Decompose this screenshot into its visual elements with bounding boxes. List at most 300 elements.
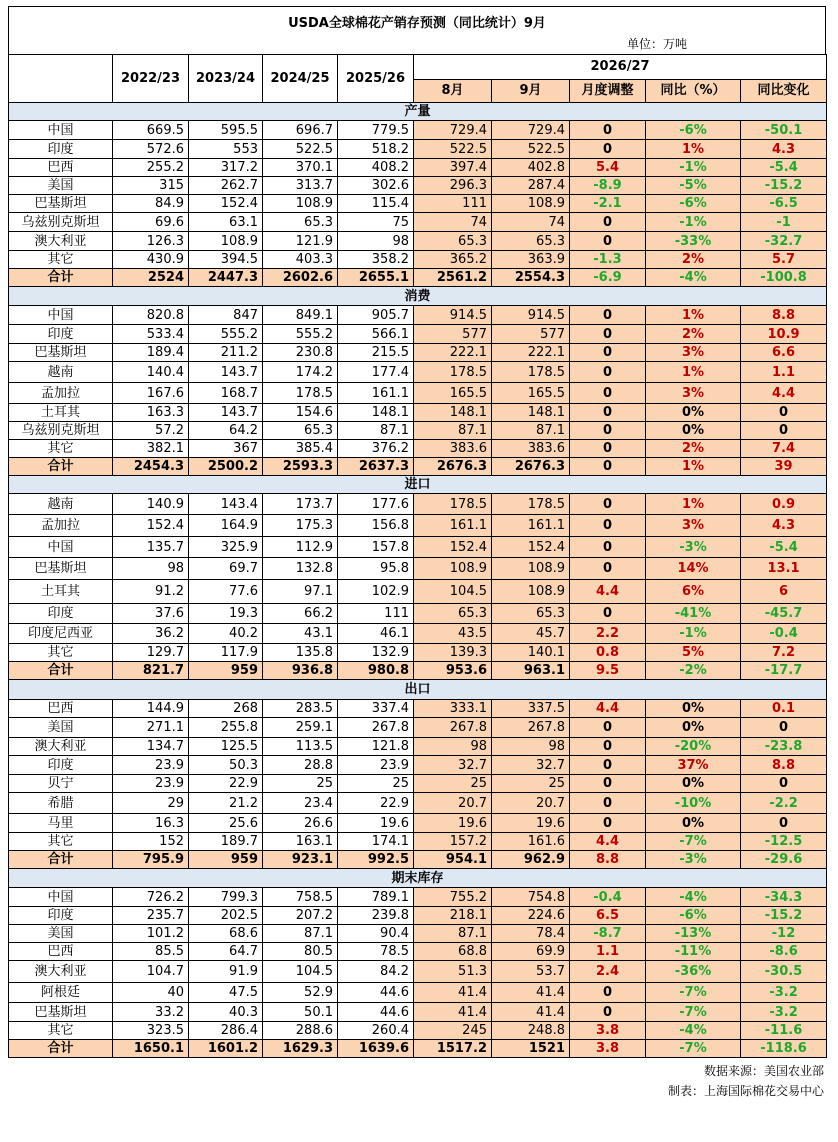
monthly-adjust-cell: 0 — [570, 515, 646, 537]
year-value-cell: 121.9 — [263, 232, 338, 251]
yoy-change-cell: 0 — [741, 404, 827, 422]
yoy-percent-cell: -10% — [646, 793, 741, 814]
header-subcol: 8月 — [414, 80, 492, 103]
monthly-adjust-cell: 0 — [570, 1003, 646, 1022]
row-label: 乌兹别克斯坦 — [9, 422, 113, 440]
year-value-cell: 90.4 — [338, 925, 414, 943]
header-year: 2022/23 — [113, 55, 189, 103]
year-value-cell: 566.1 — [338, 325, 414, 344]
row-label: 澳大利亚 — [9, 738, 113, 756]
aug-value-cell: 267.8 — [414, 718, 492, 738]
row-label: 巴西 — [9, 943, 113, 961]
sep-value-cell: 248.8 — [492, 1022, 570, 1040]
sep-value-cell: 87.1 — [492, 422, 570, 440]
monthly-adjust-cell: 0 — [570, 232, 646, 251]
year-value-cell: 77.6 — [189, 580, 263, 604]
aug-value-cell: 65.3 — [414, 232, 492, 251]
row-label: 其它 — [9, 644, 113, 662]
table-row — [9, 793, 827, 814]
monthly-adjust-cell: 4.4 — [570, 580, 646, 604]
monthly-adjust-cell: 4.4 — [570, 833, 646, 851]
header-year: 2025/26 — [338, 55, 414, 103]
table-row — [9, 961, 827, 983]
year-value-cell: 104.7 — [113, 961, 189, 983]
year-value-cell: 696.7 — [263, 121, 338, 140]
year-value-cell: 408.2 — [338, 159, 414, 177]
yoy-change-cell: -30.5 — [741, 961, 827, 983]
year-value-cell: 161.1 — [338, 383, 414, 404]
header-subcol: 月度调整 — [570, 80, 646, 103]
year-value-cell: 98 — [113, 558, 189, 580]
yoy-change-cell: 1.1 — [741, 362, 827, 383]
row-label: 巴基斯坦 — [9, 558, 113, 580]
sep-value-cell: 178.5 — [492, 362, 570, 383]
monthly-adjust-cell: 0 — [570, 458, 646, 476]
yoy-change-cell: 0 — [741, 718, 827, 738]
yoy-change-cell: 7.4 — [741, 440, 827, 458]
monthly-adjust-cell: -8.7 — [570, 925, 646, 943]
year-value-cell: 260.4 — [338, 1022, 414, 1040]
year-value-cell: 313.7 — [263, 177, 338, 195]
year-value-cell: 50.1 — [263, 1003, 338, 1022]
year-value-cell: 173.7 — [263, 494, 338, 515]
aug-value-cell: 178.5 — [414, 494, 492, 515]
year-value-cell: 255.8 — [189, 718, 263, 738]
year-value-cell: 189.4 — [113, 344, 189, 362]
sep-value-cell: 222.1 — [492, 344, 570, 362]
section-title: 消费 — [9, 287, 827, 306]
table-row — [9, 738, 827, 756]
sep-value-cell: 161.1 — [492, 515, 570, 537]
row-label: 美国 — [9, 718, 113, 738]
yoy-change-cell: -100.8 — [741, 269, 827, 287]
monthly-adjust-cell: 0 — [570, 738, 646, 756]
aug-value-cell: 148.1 — [414, 404, 492, 422]
sep-value-cell: 161.6 — [492, 833, 570, 851]
year-value-cell: 25 — [338, 775, 414, 793]
yoy-change-cell: -3.2 — [741, 1003, 827, 1022]
footer-maker: 制表：上海国际棉花交易中心 — [667, 1084, 824, 1098]
year-value-cell: 57.2 — [113, 422, 189, 440]
year-value-cell: 19.6 — [338, 814, 414, 833]
row-label: 巴西 — [9, 159, 113, 177]
year-value-cell: 144.9 — [113, 700, 189, 718]
year-value-cell: 22.9 — [189, 775, 263, 793]
year-value-cell: 21.2 — [189, 793, 263, 814]
yoy-change-cell: -50.1 — [741, 121, 827, 140]
sep-value-cell: 152.4 — [492, 537, 570, 558]
yoy-change-cell: -34.3 — [741, 888, 827, 907]
monthly-adjust-cell: 1.1 — [570, 943, 646, 961]
year-value-cell: 23.9 — [338, 756, 414, 775]
yoy-percent-cell: 0% — [646, 775, 741, 793]
row-label: 印度 — [9, 140, 113, 159]
yoy-percent-cell: -2% — [646, 662, 741, 680]
aug-value-cell: 104.5 — [414, 580, 492, 604]
table-row — [9, 121, 827, 140]
year-value-cell: 115.4 — [338, 195, 414, 213]
row-label: 阿根廷 — [9, 983, 113, 1003]
monthly-adjust-cell: 4.4 — [570, 700, 646, 718]
aug-value-cell: 68.8 — [414, 943, 492, 961]
table-title: USDA全球棉花产销存预测（同比统计）9月 — [288, 16, 546, 31]
year-value-cell: 572.6 — [113, 140, 189, 159]
year-value-cell: 104.5 — [263, 961, 338, 983]
year-value-cell: 376.2 — [338, 440, 414, 458]
sep-value-cell: 754.8 — [492, 888, 570, 907]
yoy-percent-cell: -1% — [646, 213, 741, 232]
yoy-change-cell: -2.2 — [741, 793, 827, 814]
aug-value-cell: 41.4 — [414, 983, 492, 1003]
table-row — [9, 325, 827, 344]
year-value-cell: 288.6 — [263, 1022, 338, 1040]
row-label: 土耳其 — [9, 580, 113, 604]
table-row — [9, 159, 827, 177]
section-title: 期末库存 — [9, 869, 827, 888]
aug-value-cell: 111 — [414, 195, 492, 213]
monthly-adjust-cell: 0 — [570, 404, 646, 422]
row-label: 澳大利亚 — [9, 961, 113, 983]
yoy-percent-cell: 5% — [646, 644, 741, 662]
title-block — [8, 6, 826, 54]
row-label: 合计 — [9, 269, 113, 287]
year-value-cell: 259.1 — [263, 718, 338, 738]
year-value-cell: 262.7 — [189, 177, 263, 195]
row-label: 合计 — [9, 1040, 113, 1058]
sep-value-cell: 1521 — [492, 1040, 570, 1058]
year-value-cell: 164.9 — [189, 515, 263, 537]
monthly-adjust-cell: -0.4 — [570, 888, 646, 907]
yoy-change-cell: -5.4 — [741, 537, 827, 558]
year-value-cell: 230.8 — [263, 344, 338, 362]
year-value-cell: 163.1 — [263, 833, 338, 851]
aug-value-cell: 222.1 — [414, 344, 492, 362]
yoy-change-cell: 6.6 — [741, 344, 827, 362]
monthly-adjust-cell: 8.8 — [570, 851, 646, 869]
yoy-change-cell: -5.4 — [741, 159, 827, 177]
year-value-cell: 268 — [189, 700, 263, 718]
yoy-change-cell: 13.1 — [741, 558, 827, 580]
yoy-percent-cell: -7% — [646, 1003, 741, 1022]
year-value-cell: 1601.2 — [189, 1040, 263, 1058]
section-header-row — [9, 869, 827, 888]
year-value-cell: 207.2 — [263, 907, 338, 925]
year-value-cell: 50.3 — [189, 756, 263, 775]
yoy-percent-cell: 3% — [646, 344, 741, 362]
year-value-cell: 669.5 — [113, 121, 189, 140]
yoy-percent-cell: 2% — [646, 251, 741, 269]
usda-cotton-table-sheet — [8, 6, 826, 1098]
aug-value-cell: 25 — [414, 775, 492, 793]
year-value-cell: 959 — [189, 662, 263, 680]
yoy-percent-cell: -6% — [646, 121, 741, 140]
row-label: 合计 — [9, 662, 113, 680]
sep-value-cell: 25 — [492, 775, 570, 793]
year-value-cell: 143.7 — [189, 404, 263, 422]
sep-value-cell: 74 — [492, 213, 570, 232]
year-value-cell: 923.1 — [263, 851, 338, 869]
year-value-cell: 63.1 — [189, 213, 263, 232]
row-label: 孟加拉 — [9, 383, 113, 404]
total-row — [9, 851, 827, 869]
aug-value-cell: 2561.2 — [414, 269, 492, 287]
yoy-change-cell: 8.8 — [741, 306, 827, 325]
year-value-cell: 795.9 — [113, 851, 189, 869]
header-group: 2026/27 — [414, 55, 827, 80]
monthly-adjust-cell: 3.8 — [570, 1022, 646, 1040]
aug-value-cell: 333.1 — [414, 700, 492, 718]
monthly-adjust-cell: 0 — [570, 306, 646, 325]
yoy-change-cell: 8.8 — [741, 756, 827, 775]
year-value-cell: 91.9 — [189, 961, 263, 983]
table-row — [9, 907, 827, 925]
year-value-cell: 518.2 — [338, 140, 414, 159]
year-value-cell: 36.2 — [113, 624, 189, 644]
year-value-cell: 370.1 — [263, 159, 338, 177]
monthly-adjust-cell: 0.8 — [570, 644, 646, 662]
table-row — [9, 558, 827, 580]
yoy-change-cell: 4.4 — [741, 383, 827, 404]
table-row — [9, 440, 827, 458]
year-value-cell: 555.2 — [263, 325, 338, 344]
year-value-cell: 140.9 — [113, 494, 189, 515]
aug-value-cell: 87.1 — [414, 422, 492, 440]
yoy-percent-cell: -41% — [646, 604, 741, 624]
yoy-percent-cell: 0% — [646, 700, 741, 718]
aug-value-cell: 161.1 — [414, 515, 492, 537]
year-value-cell: 168.7 — [189, 383, 263, 404]
aug-value-cell: 43.5 — [414, 624, 492, 644]
yoy-percent-cell: 0% — [646, 718, 741, 738]
year-value-cell: 33.2 — [113, 1003, 189, 1022]
section-title: 进口 — [9, 476, 827, 494]
aug-value-cell: 19.6 — [414, 814, 492, 833]
yoy-percent-cell: -1% — [646, 159, 741, 177]
year-value-cell: 154.6 — [263, 404, 338, 422]
yoy-percent-cell: 0% — [646, 404, 741, 422]
sep-value-cell: 577 — [492, 325, 570, 344]
year-value-cell: 156.8 — [338, 515, 414, 537]
aug-value-cell: 32.7 — [414, 756, 492, 775]
yoy-percent-cell: 2% — [646, 440, 741, 458]
table-row — [9, 537, 827, 558]
year-value-cell: 44.6 — [338, 1003, 414, 1022]
table-row — [9, 604, 827, 624]
aug-value-cell: 218.1 — [414, 907, 492, 925]
yoy-percent-cell: 1% — [646, 494, 741, 515]
year-value-cell: 533.4 — [113, 325, 189, 344]
sep-value-cell: 32.7 — [492, 756, 570, 775]
aug-value-cell: 2676.3 — [414, 458, 492, 476]
monthly-adjust-cell: 0 — [570, 383, 646, 404]
yoy-percent-cell: 1% — [646, 140, 741, 159]
aug-value-cell: 383.6 — [414, 440, 492, 458]
year-value-cell: 177.6 — [338, 494, 414, 515]
table-row — [9, 232, 827, 251]
year-value-cell: 121.8 — [338, 738, 414, 756]
year-value-cell: 239.8 — [338, 907, 414, 925]
sep-value-cell: 78.4 — [492, 925, 570, 943]
year-value-cell: 2454.3 — [113, 458, 189, 476]
row-label: 乌兹别克斯坦 — [9, 213, 113, 232]
year-value-cell: 64.7 — [189, 943, 263, 961]
year-value-cell: 19.3 — [189, 604, 263, 624]
year-value-cell: 2524 — [113, 269, 189, 287]
aug-value-cell: 87.1 — [414, 925, 492, 943]
sep-value-cell: 41.4 — [492, 983, 570, 1003]
year-value-cell: 430.9 — [113, 251, 189, 269]
year-value-cell: 394.5 — [189, 251, 263, 269]
aug-value-cell: 245 — [414, 1022, 492, 1040]
table-row — [9, 1003, 827, 1022]
row-label: 希腊 — [9, 793, 113, 814]
year-value-cell: 936.8 — [263, 662, 338, 680]
year-value-cell: 726.2 — [113, 888, 189, 907]
year-value-cell: 148.1 — [338, 404, 414, 422]
sep-value-cell: 19.6 — [492, 814, 570, 833]
sep-value-cell: 98 — [492, 738, 570, 756]
year-value-cell: 789.1 — [338, 888, 414, 907]
monthly-adjust-cell: 0 — [570, 604, 646, 624]
year-value-cell: 2447.3 — [189, 269, 263, 287]
row-label: 其它 — [9, 251, 113, 269]
row-label: 越南 — [9, 362, 113, 383]
section-title: 出口 — [9, 680, 827, 700]
sep-value-cell: 65.3 — [492, 604, 570, 624]
header-subcol: 同比（%） — [646, 80, 741, 103]
monthly-adjust-cell: 0 — [570, 793, 646, 814]
sep-value-cell: 53.7 — [492, 961, 570, 983]
year-value-cell: 317.2 — [189, 159, 263, 177]
yoy-change-cell: 5.7 — [741, 251, 827, 269]
yoy-change-cell: -1 — [741, 213, 827, 232]
year-value-cell: 64.2 — [189, 422, 263, 440]
year-value-cell: 152.4 — [189, 195, 263, 213]
monthly-adjust-cell: 0 — [570, 440, 646, 458]
year-value-cell: 44.6 — [338, 983, 414, 1003]
year-value-cell: 112.9 — [263, 537, 338, 558]
year-value-cell: 2637.3 — [338, 458, 414, 476]
sep-value-cell: 963.1 — [492, 662, 570, 680]
year-value-cell: 69.7 — [189, 558, 263, 580]
yoy-change-cell: 0.9 — [741, 494, 827, 515]
yoy-change-cell: -32.7 — [741, 232, 827, 251]
row-label: 中国 — [9, 537, 113, 558]
yoy-percent-cell: -5% — [646, 177, 741, 195]
year-value-cell: 2655.1 — [338, 269, 414, 287]
table-row — [9, 814, 827, 833]
yoy-percent-cell: 1% — [646, 458, 741, 476]
year-value-cell: 66.2 — [263, 604, 338, 624]
yoy-change-cell: 0 — [741, 775, 827, 793]
total-row — [9, 458, 827, 476]
row-label: 其它 — [9, 440, 113, 458]
year-value-cell: 255.2 — [113, 159, 189, 177]
year-value-cell: 65.3 — [263, 213, 338, 232]
aug-value-cell: 178.5 — [414, 362, 492, 383]
table-row — [9, 1022, 827, 1040]
yoy-percent-cell: 6% — [646, 580, 741, 604]
year-value-cell: 135.8 — [263, 644, 338, 662]
year-value-cell: 129.7 — [113, 644, 189, 662]
aug-value-cell: 914.5 — [414, 306, 492, 325]
year-value-cell: 43.1 — [263, 624, 338, 644]
yoy-change-cell: 4.3 — [741, 140, 827, 159]
yoy-percent-cell: -7% — [646, 833, 741, 851]
year-value-cell: 283.5 — [263, 700, 338, 718]
total-row — [9, 269, 827, 287]
sep-value-cell: 287.4 — [492, 177, 570, 195]
yoy-change-cell: -12.5 — [741, 833, 827, 851]
monthly-adjust-cell: 0 — [570, 121, 646, 140]
yoy-percent-cell: -6% — [646, 195, 741, 213]
row-label: 澳大利亚 — [9, 232, 113, 251]
year-value-cell: 325.9 — [189, 537, 263, 558]
header-blank — [9, 55, 113, 103]
year-value-cell: 46.1 — [338, 624, 414, 644]
yoy-change-cell: 0 — [741, 814, 827, 833]
yoy-change-cell: 7.2 — [741, 644, 827, 662]
table-row — [9, 925, 827, 943]
year-value-cell: 26.6 — [263, 814, 338, 833]
yoy-change-cell: -118.6 — [741, 1040, 827, 1058]
sep-value-cell: 729.4 — [492, 121, 570, 140]
year-value-cell: 555.2 — [189, 325, 263, 344]
yoy-percent-cell: 2% — [646, 325, 741, 344]
sep-value-cell: 914.5 — [492, 306, 570, 325]
year-value-cell: 847 — [189, 306, 263, 325]
section-title: 产量 — [9, 103, 827, 121]
table-row — [9, 362, 827, 383]
year-value-cell: 28.8 — [263, 756, 338, 775]
sep-value-cell: 108.9 — [492, 195, 570, 213]
row-label: 贝宁 — [9, 775, 113, 793]
table-row — [9, 195, 827, 213]
year-value-cell: 959 — [189, 851, 263, 869]
sep-value-cell: 383.6 — [492, 440, 570, 458]
monthly-adjust-cell: 0 — [570, 325, 646, 344]
aug-value-cell: 74 — [414, 213, 492, 232]
table-row — [9, 422, 827, 440]
year-value-cell: 337.4 — [338, 700, 414, 718]
year-value-cell: 315 — [113, 177, 189, 195]
monthly-adjust-cell: 0 — [570, 756, 646, 775]
year-value-cell: 117.9 — [189, 644, 263, 662]
section-header-row — [9, 476, 827, 494]
year-value-cell: 2602.6 — [263, 269, 338, 287]
yoy-change-cell: 4.3 — [741, 515, 827, 537]
yoy-percent-cell: -3% — [646, 537, 741, 558]
sep-value-cell: 522.5 — [492, 140, 570, 159]
year-value-cell: 820.8 — [113, 306, 189, 325]
monthly-adjust-cell: 2.2 — [570, 624, 646, 644]
table-row — [9, 888, 827, 907]
year-value-cell: 152 — [113, 833, 189, 851]
row-label: 孟加拉 — [9, 515, 113, 537]
monthly-adjust-cell: 2.4 — [570, 961, 646, 983]
table-row — [9, 700, 827, 718]
row-label: 其它 — [9, 1022, 113, 1040]
year-value-cell: 97.1 — [263, 580, 338, 604]
year-value-cell: 135.7 — [113, 537, 189, 558]
yoy-change-cell: -0.4 — [741, 624, 827, 644]
aug-value-cell: 165.5 — [414, 383, 492, 404]
aug-value-cell: 157.2 — [414, 833, 492, 851]
year-value-cell: 1639.6 — [338, 1040, 414, 1058]
row-label: 越南 — [9, 494, 113, 515]
yoy-change-cell: -23.8 — [741, 738, 827, 756]
year-value-cell: 140.4 — [113, 362, 189, 383]
